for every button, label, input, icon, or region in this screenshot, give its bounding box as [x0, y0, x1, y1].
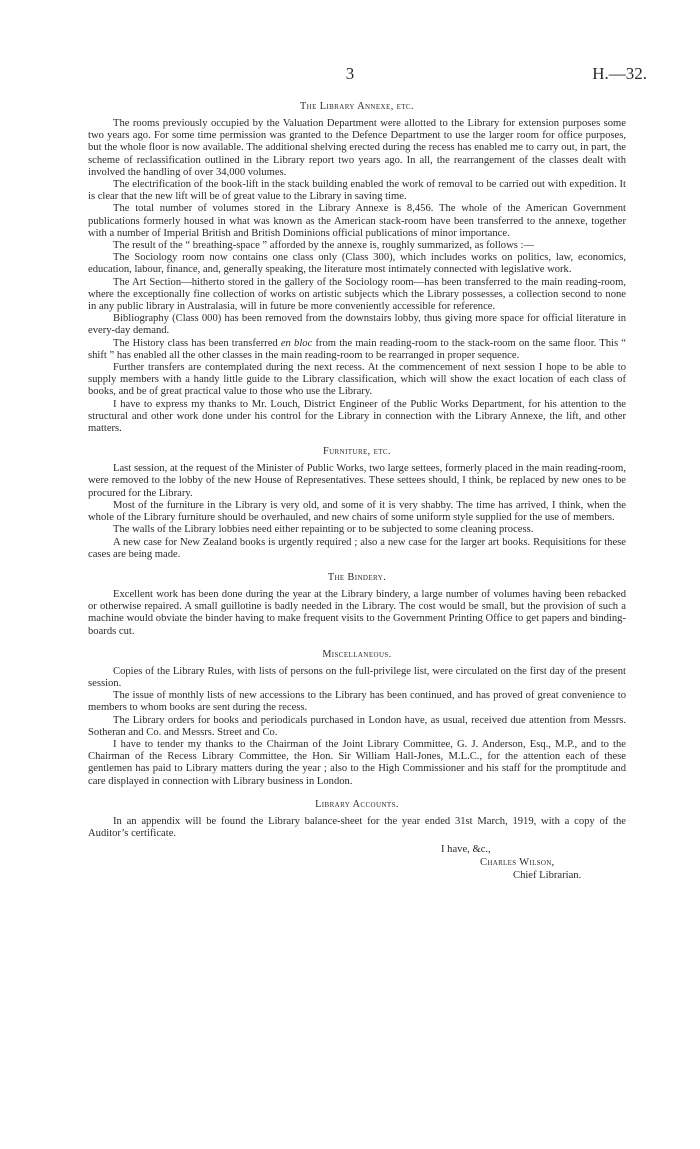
closing-salutation: I have, &c., [441, 844, 491, 856]
paragraph: Copies of the Library Rules, with lists of persons on the full-privilege list, were circulated on the first day of the present session. [88, 665, 626, 689]
paragraph: The total number of volumes stored in the Library Annexe is 8,456. The whole of the American Government publications formerly housed in what was known as the American stack-room have been transferred to the annexe, together with a number of Imperial British and British Dominions official publications of minor importance. [88, 203, 626, 239]
text-run: The History class has been transferred [113, 337, 281, 349]
paragraph: The electrification of the book-lift in the stack building enabled the work of removal to be carried out with expedition. It is clear that the new lift will be of great value to the Library in saving time. [88, 179, 626, 203]
section-title-miscellaneous: Miscellaneous. [322, 648, 392, 660]
document-reference: H.—32. [592, 64, 647, 83]
page-header [0, 64, 700, 86]
paragraph: The walls of the Library lobbies need either repainting or to be subjected to some cleaning process. [113, 524, 534, 536]
signer-name: Charles Wilson, [480, 857, 555, 869]
paragraph: Last session, at the request of the Minister of Public Works, two large settees, formerly placed in the main reading-room, were removed to the lobby of the new House of Representatives. These settees should, I think, be replaced by new ones to be procured for the Library. [88, 463, 626, 499]
section-title-furniture: Furniture, etc. [323, 446, 391, 458]
signer-title: Chief Librarian. [513, 870, 582, 882]
signoff-block [88, 842, 626, 900]
paragraph: I have to express my thanks to Mr. Louch, District Engineer of the Public Works Department, for his attention to the structural and other work done under his control for the Library in connection with the Library Annexe, the lift, and other matters. [88, 398, 626, 435]
paragraph: I have to tender my thanks to the Chairman of the Joint Library Committee, G. J. Anderson, Esq., M.P., and to the Chairman of the Recess Library Committee, the Hon. Sir William Hall-Jones, M.L.C., for the attention each of these gentlemen has paid to Library matters during the year ; also to the High Commissioner and his staff for the promptitude and care displayed in connection with Library business in London. [88, 738, 626, 787]
paragraph: The Sociology room now contains one class only (Class 300), which includes works on politics, law, economics, education, labour, finance, and, generally speaking, the literature most intimately connected with legislative work. [88, 252, 626, 276]
section-title-library-accounts: Library Accounts. [315, 798, 399, 810]
text-run: from the main reading-room to the stack-room on the same floor. This “ shift ” has enabled all the other classes in the main reading-room to be rearranged in proper sequence. [88, 337, 626, 361]
section-title-bindery: The Bindery. [327, 571, 387, 583]
section-title-library-annexe: The Library Annexe, etc. [300, 101, 414, 112]
italic-phrase: en bloc [280, 337, 313, 349]
paragraph: Excellent work has been done during the year at the Library bindery, a large number of volumes having been rebacked or otherwise repaired. A small guillotine is badly needed in the Library. The cost would be small, but the provision of such a machine would obviate the binder having to make frequent visits to the Government Printing Office to get papers and binding-boards cut. [88, 588, 626, 637]
paragraph: The rooms previously occupied by the Valuation Department were allotted to the Library for extension purposes some two years ago. For some time permission was granted to the Defence Department to use the larger room for office purposes, but the whole floor is now available. The additional shelving erected during the recess has enabled me to carry out, in part, the scheme of reclassification outlined in the Library report two years ago. In all, the rearrangement of the classes dealt with involved the handling of over 34,000 volumes. [88, 118, 626, 178]
paragraph: In an appendix will be found the Library balance-sheet for the year ended 31st March, 1919, with a copy of the Auditor’s certificate. [88, 815, 626, 839]
paragraph-history-class [88, 338, 626, 362]
paragraph: A new case for New Zealand books is urgently required ; also a new case for the larger art books. Requisitions for these cases are being made. [88, 536, 626, 560]
paragraph: Bibliography (Class 000) has been removed from the downstairs lobby, thus giving more space for official literature in every-day demand. [88, 313, 626, 337]
report-body [88, 100, 626, 900]
paragraph: Further transfers are contemplated during the next recess. At the commencement of next session I hope to be able to supply members with a handy little guide to the Library classification, which will show the exact location of each class of books, and be of great practical value to those who use the Library. [88, 362, 626, 398]
paragraph: The result of the “ breathing-space ” afforded by the annexe is, roughly summarized, as follows :— [113, 240, 535, 252]
paragraph: The Art Section—hitherto stored in the gallery of the Sociology room—has been transferred to the main reading-room, where the exceptionally fine collection of works on artistic subjects which the Library possesses, a collection second to none in any public library in Australasia, will in future be more conveniently accessible for reference. [88, 276, 626, 313]
paragraph: The issue of monthly lists of new accessions to the Library has been continued, and has proved of great convenience to members to whom books are sent during the recess. [88, 690, 626, 714]
paragraph: Most of the furniture in the Library is very old, and some of it is very shabby. The time has arrived, I think, when the whole of the Library furniture should be overhauled, and new chairs of some uniform style supplied for the use of members. [88, 499, 626, 524]
paragraph: The Library orders for books and periodicals purchased in London have, as usual, received due attention from Messrs. Sotheran and Co. and Messrs. Street and Co. [88, 714, 626, 738]
page-number: 3 [345, 64, 355, 83]
